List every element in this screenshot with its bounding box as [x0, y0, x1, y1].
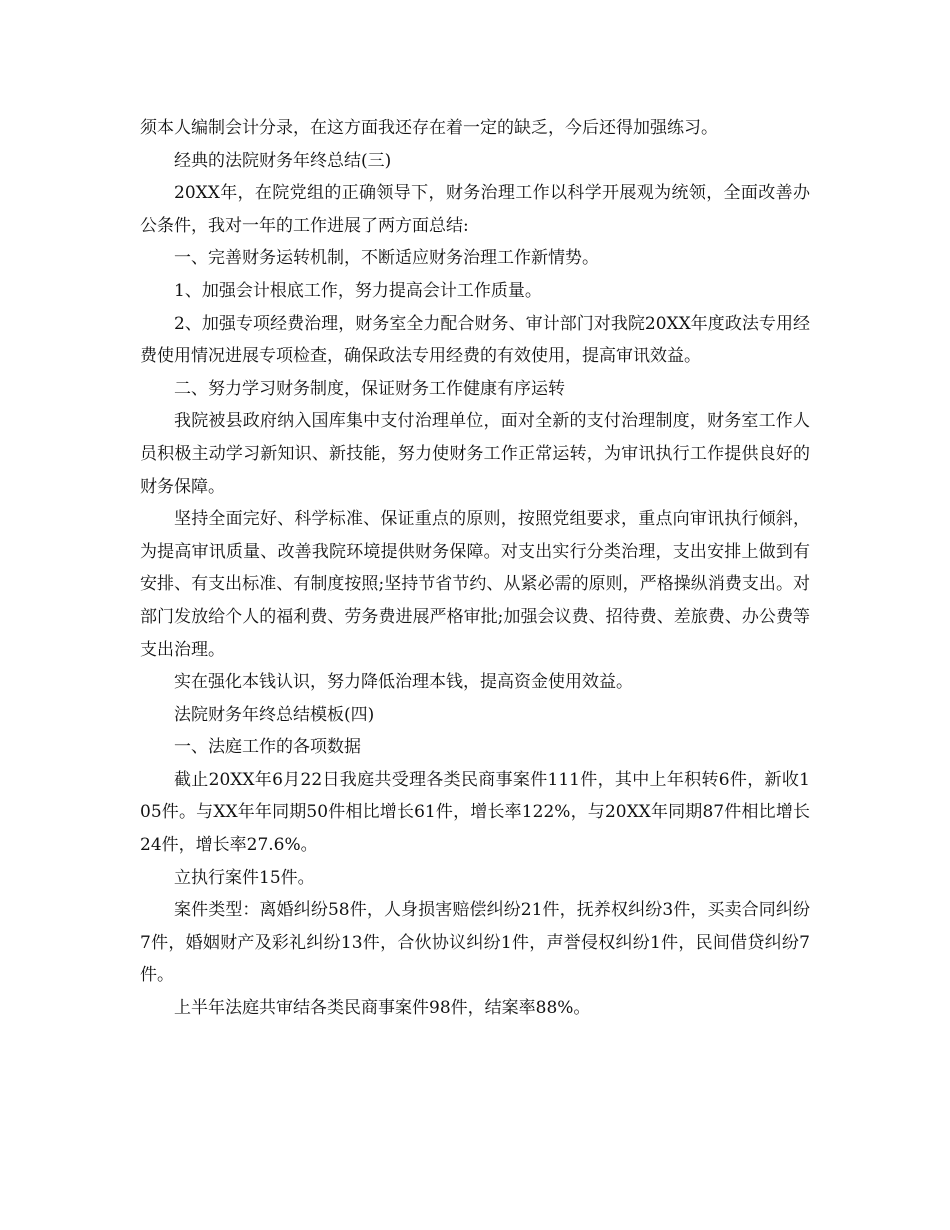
paragraph: 案件类型：离婚纠纷58件，人身损害赔偿纠纷21件，抚养权纠纷3件，买卖合同纠纷7件，婚姻财产及彩礼纠纷13件，合伙协议纠纷1件，声誉侵权纠纷1件，民间借贷纠纷7件。	[140, 900, 810, 986]
document-body	[140, 112, 810, 1025]
list-item: 2、加强专项经费治理，财务室全力配合财务、审计部门对我院20XX年度政法专用经费使用情况进展专项检查，确保政法专用经费的有效使用，提高审讯效益。	[140, 313, 810, 367]
subsection-heading: 二、努力学习财务制度，保证财务工作健康有序运转	[174, 378, 565, 399]
subsection-heading: 一、法庭工作的各项数据	[174, 737, 361, 758]
paragraph: 立执行案件15件。	[174, 867, 315, 888]
paragraph: 须本人编制会计分录，在这方面我还存在着一定的缺乏，今后还得加强练习。	[140, 118, 718, 138]
subsection-heading: 一、完善财务运转机制，不断适应财务治理工作新情势。	[174, 248, 599, 269]
paragraph: 20XX年，在院党组的正确领导下，财务治理工作以科学开展观为统领，全面改善办公条件，我对一年的工作进展了两方面总结:	[140, 183, 810, 236]
paragraph: 坚持全面完好、科学标准、保证重点的原则，按照党组要求，重点向审讯执行倾斜，为提高审讯质量、改善我院环境提供财务保障。对支出实行分类治理，支出安排上做到有安排、有支出标准、有制度按照;坚持节省节约、从紧必需的原则，严格操纵消费支出。对部门发放给个人的福利费、劳务费进展严格审批;加强会议费、招待费、差旅费、办公费等支出治理。	[140, 509, 810, 660]
list-item: 1、加强会计根底工作，努力提高会计工作质量。	[174, 280, 542, 301]
paragraph: 实在强化本钱认识，努力降低治理本钱，提高资金使用效益。	[174, 672, 633, 693]
section-heading: 经典的法院财务年终总结(三)	[174, 150, 392, 171]
section-heading: 法院财务年终总结模板(四)	[174, 704, 375, 725]
paragraph: 上半年法庭共审结各类民商事案件98件，结案率88%。	[174, 998, 591, 1019]
paragraph: 截止20XX年6月22日我庭共受理各类民商事案件111件，其中上年积转6件，新收105件。与XX年年同期50件相比增长61件，增长率122%，与20XX年同期87件相比增长24件，增长率27.6%。	[140, 769, 810, 856]
paragraph: 我院被县政府纳入国库集中支付治理单位，面对全新的支付治理制度，财务室工作人员积极主动学习新知识、新技能，努力使财务工作正常运转，为审讯执行工作提供良好的财务保障。	[140, 411, 810, 497]
